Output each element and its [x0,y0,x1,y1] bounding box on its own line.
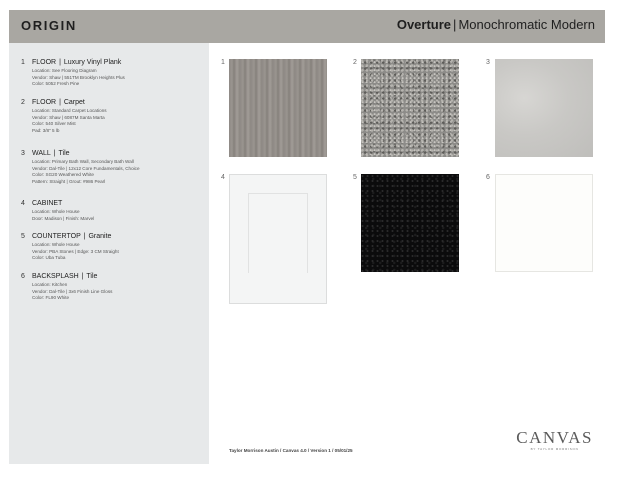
selection-category: FLOOR [32,59,57,66]
selection-category: FLOOR [32,99,57,106]
selection-name: Granite [88,233,112,240]
title-separator: | [453,17,457,32]
swatch-number: 3 [486,59,490,66]
swatch-backsplash-tile [495,174,593,272]
logo-byline: BY TAYLOR MORRISON [530,447,579,451]
selection-detail: Pattern: Straight | Grout: #986 Pearl [32,178,106,184]
brand-title: ORIGIN [21,18,77,33]
selection-number: 6 [21,273,25,280]
selection-category: BACKSPLASH [32,273,79,280]
selection-category: CABINET [32,200,63,207]
selection-number: 3 [21,150,25,157]
footer-version-text: Taylor Morrison Austin / Canvas 4.0 / Version 1 / 05/01/25 [229,448,353,453]
selection-number: 5 [21,233,25,240]
logo-wordmark: CANVAS [516,428,593,447]
swatch-granite-countertop [361,174,459,272]
swatch-board [209,43,605,464]
selection-name: Luxury Vinyl Plank [63,59,122,66]
swatch-number: 2 [353,59,357,66]
swatch-number: 1 [221,59,225,66]
selection-title: FLOOR | Carpet [32,99,85,106]
selection-detail: Color: FL90 White [32,295,70,300]
swatch-number: 4 [221,174,225,181]
collection-title [397,17,595,32]
selection-detail: Color: 5052 Fresh Pine [32,81,80,86]
selection-name: Tile [86,273,98,280]
selection-name: Carpet [63,99,85,106]
selection-title: COUNTERTOP | Granite [32,233,112,240]
selection-detail: Location: See Flooring Diagram [32,68,97,73]
selection-name: Tile [58,150,70,157]
header-bar [9,10,605,43]
selection-title [32,200,62,207]
selection-detail: Door: Madison | Finish: Marvel [32,215,95,221]
selection-title: FLOOR | Luxury Vinyl Plank [32,59,122,66]
selection-title: BACKSPLASH | Tile [32,273,98,280]
cabinet-door-panel [248,193,308,273]
selection-number: 4 [21,200,25,207]
canvas-logo [516,429,593,451]
selection-detail: Location: Whole House [32,209,80,214]
selection-category: COUNTERTOP [32,233,81,240]
swatch-luxury-vinyl-plank [229,59,327,157]
selection-detail: Vendor: Shaw | 6087M Santa Marta [32,114,105,120]
swatch-carpet [361,59,459,157]
selection-number: 1 [21,59,25,66]
selection-detail: Location: Whole House [32,242,80,247]
collection-name: Overture [396,17,452,32]
swatch-wall-tile [495,59,593,157]
selection-detail: Color: Uba Tuba [32,255,66,260]
selection-detail: Vendor: Dal-Tile | 3x6 Finish Line Gloss [32,288,113,294]
swatch-number: 6 [486,174,490,181]
collection-style: Monochromatic Modern [458,17,595,32]
selection-detail: Vendor: Dal-Tile | 12x12 Core Fundamentals, Choice [32,165,140,171]
selection-detail: Color: SG20 Weathered White [32,172,94,177]
selection-detail: Vendor: PBA Stones | Edge: 3 CM Straight [32,248,119,254]
selection-detail: Location: Primary Bath Wall, Secondary Bath Wall [32,159,134,164]
selection-title: WALL | Tile [32,150,70,157]
selection-category: WALL [32,150,51,157]
swatch-cabinet-door [229,174,327,304]
swatch-number: 5 [353,174,357,181]
selection-detail: Color: 540 Silver Mist [32,121,76,126]
selection-detail: Location: Standard Carpet Locations [32,108,107,113]
selection-detail: Pad: 3/8" 5 lb [32,127,60,133]
selections-sidebar [9,43,209,464]
selection-detail: Vendor: Shaw | 551TM Brooklyn Heights Plus [32,74,125,80]
selection-detail: Location: Kitchen [32,282,68,287]
selection-number: 2 [21,99,25,106]
